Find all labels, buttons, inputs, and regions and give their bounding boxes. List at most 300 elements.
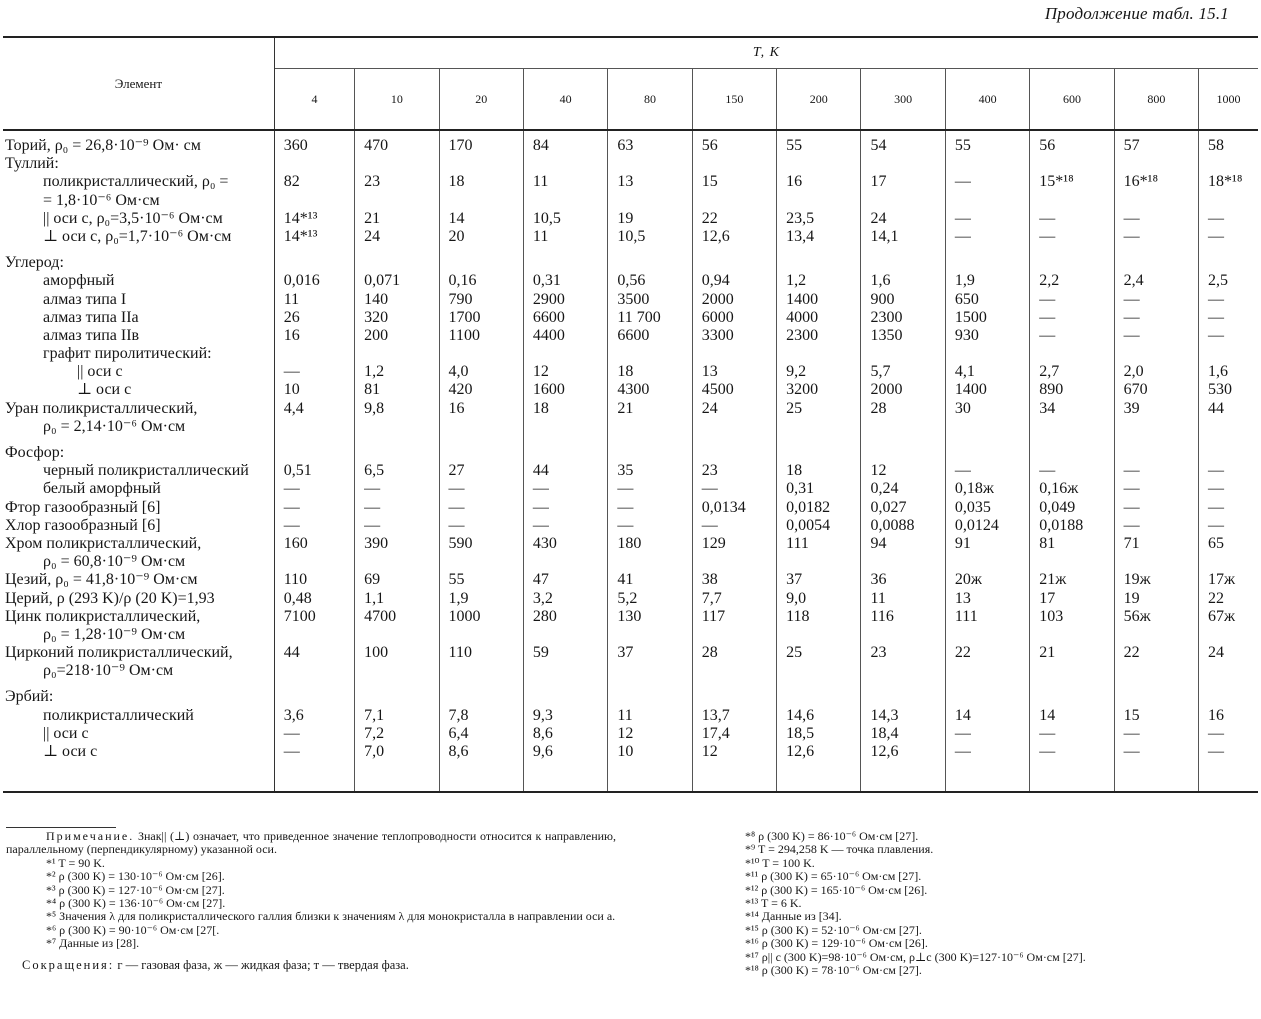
value-cell: 5,2 — [608, 590, 692, 608]
value-cell: 0,0188 — [1030, 517, 1114, 535]
value-cell — [523, 254, 607, 272]
element-label: ⊥ оси c — [3, 743, 274, 761]
value-cell — [355, 680, 439, 688]
footnote: *¹³ T = 6 K. — [745, 896, 802, 911]
value-cell — [1114, 436, 1198, 444]
value-cell — [274, 254, 354, 272]
value-cell — [523, 553, 607, 571]
value-cell — [692, 418, 776, 436]
footnote: *⁶ ρ (300 K) = 90·10⁻⁶ Ом·см [27[. — [46, 922, 220, 937]
table-row — [3, 571, 1258, 589]
value-cell: 21ж — [1030, 571, 1114, 589]
temperature-cell: 20 — [439, 69, 523, 131]
value-cell: 26 — [274, 309, 354, 327]
value-cell — [274, 553, 354, 571]
value-cell: 280 — [523, 608, 607, 626]
value-cell: 3200 — [777, 381, 861, 399]
value-cell: 1,6 — [1199, 363, 1258, 381]
temperature-header: T, К — [274, 37, 1258, 69]
value-cell — [608, 444, 692, 462]
value-cell: — — [1030, 725, 1114, 743]
table-row — [3, 173, 1258, 191]
value-cell — [355, 761, 439, 792]
value-cell: 420 — [439, 381, 523, 399]
value-cell — [1114, 444, 1198, 462]
value-cell: 4500 — [692, 381, 776, 399]
value-cell: 44 — [274, 644, 354, 662]
value-cell: — — [1199, 480, 1258, 498]
value-cell: 28 — [861, 400, 945, 418]
value-cell: 25 — [777, 400, 861, 418]
value-cell: 430 — [523, 535, 607, 553]
value-cell: 890 — [1030, 381, 1114, 399]
value-cell: 37 — [608, 644, 692, 662]
value-cell — [945, 155, 1029, 173]
value-cell: 13,4 — [777, 228, 861, 246]
value-cell — [355, 246, 439, 254]
value-cell — [523, 436, 607, 444]
temperature-cell: 400 — [945, 69, 1029, 131]
value-cell — [355, 553, 439, 571]
value-cell — [439, 444, 523, 462]
value-cell: 11 — [523, 173, 607, 191]
footnote: *³ ρ (300 K) = 127·10⁻⁶ Ом·см [27]. — [46, 882, 225, 897]
value-cell: 0,48 — [274, 590, 354, 608]
value-cell — [523, 688, 607, 706]
thermal-conductivity-table — [3, 36, 1258, 793]
table-row — [3, 155, 1258, 173]
value-cell: 0,0054 — [777, 517, 861, 535]
value-cell — [777, 680, 861, 688]
table-row — [3, 400, 1258, 418]
value-cell: 17 — [1030, 590, 1114, 608]
value-cell: — — [1199, 327, 1258, 345]
table-row — [3, 192, 1258, 210]
element-label: поликристаллический, ρ₀ = — [3, 173, 274, 191]
footnote: *¹⁵ ρ (300 K) = 52·10⁻⁶ Ом·см [27]. — [745, 922, 922, 937]
value-cell: — — [523, 480, 607, 498]
value-cell — [1030, 254, 1114, 272]
value-cell: 65 — [1199, 535, 1258, 553]
element-label: Хром поликристаллический, — [3, 535, 274, 553]
value-cell: 4300 — [608, 381, 692, 399]
value-cell: 18 — [523, 400, 607, 418]
value-cell: 9,8 — [355, 400, 439, 418]
value-cell — [1114, 626, 1198, 644]
value-cell: 140 — [355, 291, 439, 309]
value-cell: 21 — [1030, 644, 1114, 662]
table-row — [3, 480, 1258, 498]
value-cell: 47 — [523, 571, 607, 589]
value-cell: — — [692, 480, 776, 498]
value-cell — [777, 553, 861, 571]
value-cell: 34 — [1030, 400, 1114, 418]
value-cell — [861, 680, 945, 688]
value-cell: — — [439, 499, 523, 517]
footnote: *¹⁰ T = 100 K. — [745, 855, 815, 870]
value-cell — [692, 444, 776, 462]
value-cell — [692, 626, 776, 644]
value-cell — [777, 345, 861, 363]
value-cell — [777, 155, 861, 173]
value-cell: 590 — [439, 535, 523, 553]
value-cell — [861, 436, 945, 444]
value-cell: — — [692, 517, 776, 535]
value-cell — [355, 254, 439, 272]
value-cell — [439, 418, 523, 436]
value-cell: 4400 — [523, 327, 607, 345]
value-cell: 118 — [777, 608, 861, 626]
element-label: || оси c — [3, 725, 274, 743]
value-cell: 180 — [608, 535, 692, 553]
value-cell — [608, 345, 692, 363]
table-row — [3, 444, 1258, 462]
value-cell — [608, 626, 692, 644]
notes-left-column — [6, 830, 616, 972]
value-cell: 1,2 — [777, 272, 861, 290]
value-cell: 18 — [439, 173, 523, 191]
value-cell: 0,16ж — [1030, 480, 1114, 498]
value-cell — [1030, 155, 1114, 173]
table-row — [3, 608, 1258, 626]
value-cell: 0,0182 — [777, 499, 861, 517]
value-cell — [1199, 155, 1258, 173]
value-cell: 0,31 — [523, 272, 607, 290]
value-cell: 360 — [274, 130, 354, 155]
value-cell — [523, 246, 607, 254]
footnote: *¹¹ ρ (300 K) = 65·10⁻⁶ Ом·см [27]. — [745, 869, 922, 884]
value-cell — [439, 553, 523, 571]
value-cell: 2900 — [523, 291, 607, 309]
value-cell: 110 — [439, 644, 523, 662]
value-cell — [439, 761, 523, 792]
value-cell: 18*¹⁸ — [1199, 173, 1258, 191]
value-cell: 13 — [608, 173, 692, 191]
value-cell: 2000 — [692, 291, 776, 309]
table-row — [3, 309, 1258, 327]
value-cell: — — [1030, 309, 1114, 327]
value-cell: 3500 — [608, 291, 692, 309]
value-cell: 100 — [355, 644, 439, 662]
value-cell: 0,0124 — [945, 517, 1029, 535]
value-cell: — — [1030, 462, 1114, 480]
table-row — [3, 272, 1258, 290]
value-cell: 19ж — [1114, 571, 1198, 589]
value-cell — [1199, 246, 1258, 254]
value-cell: 56ж — [1114, 608, 1198, 626]
value-cell: 8,6 — [439, 743, 523, 761]
value-cell — [608, 553, 692, 571]
value-cell: 1100 — [439, 327, 523, 345]
footnote: *⁵ Значения λ для поликристаллического галлия близки к значениям λ для монокристалла в направлении оси a. — [46, 909, 616, 924]
element-column-header: Элемент — [3, 37, 274, 130]
value-cell — [1030, 436, 1114, 444]
footnote: *⁸ ρ (300 K) = 86·10⁻⁶ Ом·см [27]. — [745, 829, 919, 843]
footnote: *¹⁶ ρ (300 K) = 129·10⁻⁶ Ом·см [26]. — [745, 936, 928, 951]
table-row — [3, 130, 1258, 155]
value-cell: 14*¹³ — [274, 210, 354, 228]
value-cell — [945, 254, 1029, 272]
value-cell — [945, 418, 1029, 436]
value-cell — [1199, 192, 1258, 210]
value-cell: 9,6 — [523, 743, 607, 761]
value-cell: 23 — [355, 173, 439, 191]
value-cell — [274, 761, 354, 792]
value-cell: 320 — [355, 309, 439, 327]
value-cell: 23 — [692, 462, 776, 480]
value-cell: 0,016 — [274, 272, 354, 290]
value-cell: 12 — [861, 462, 945, 480]
temperature-cell: 10 — [355, 69, 439, 131]
value-cell: 14 — [945, 707, 1029, 725]
value-cell: 8,6 — [523, 725, 607, 743]
element-label: алмаз типа I — [3, 291, 274, 309]
value-cell: 27 — [439, 462, 523, 480]
element-label: ρ₀ = 2,14·10⁻⁶ Ом·см — [3, 418, 274, 436]
element-label: графит пиролитический: — [3, 345, 274, 363]
value-cell: 11 — [861, 590, 945, 608]
value-cell: — — [1114, 228, 1198, 246]
note-title: Примечание. — [46, 829, 135, 843]
value-cell: — — [1114, 743, 1198, 761]
value-cell: — — [945, 743, 1029, 761]
abbreviations-text: г — газовая фаза, ж — жидкая фаза; т — твердая фаза. — [117, 957, 409, 972]
value-cell: 23,5 — [777, 210, 861, 228]
value-cell — [861, 626, 945, 644]
value-cell — [355, 436, 439, 444]
element-label: ⊥ оси c, ρ₀=1,7·10⁻⁶ Ом·см — [3, 228, 274, 246]
value-cell: 13 — [692, 363, 776, 381]
value-cell: — — [274, 480, 354, 498]
value-cell — [1114, 662, 1198, 680]
note-paragraph — [6, 830, 616, 857]
value-cell: 22 — [945, 644, 1029, 662]
value-cell: — — [439, 517, 523, 535]
table-row — [3, 644, 1258, 662]
value-cell: 4700 — [355, 608, 439, 626]
value-cell: — — [1114, 499, 1198, 517]
value-cell: 13,7 — [692, 707, 776, 725]
value-cell — [945, 444, 1029, 462]
value-cell: 129 — [692, 535, 776, 553]
element-label: = 1,8·10⁻⁶ Ом·см — [3, 192, 274, 210]
element-label: Хлор газообразный [6] — [3, 517, 274, 535]
value-cell: — — [945, 725, 1029, 743]
value-cell: 650 — [945, 291, 1029, 309]
value-cell — [692, 761, 776, 792]
value-cell: 2000 — [861, 381, 945, 399]
table-row — [3, 553, 1258, 571]
value-cell — [945, 246, 1029, 254]
value-cell: 10 — [608, 743, 692, 761]
value-cell: 14,3 — [861, 707, 945, 725]
value-cell: 1,9 — [439, 590, 523, 608]
value-cell: — — [1114, 517, 1198, 535]
value-cell: 55 — [945, 130, 1029, 155]
value-cell — [439, 680, 523, 688]
value-cell: 19 — [1114, 590, 1198, 608]
value-cell: 0,071 — [355, 272, 439, 290]
value-cell — [1114, 680, 1198, 688]
value-cell: 10 — [274, 381, 354, 399]
temperature-cell: 150 — [692, 69, 776, 131]
value-cell: 670 — [1114, 381, 1198, 399]
table-row — [3, 680, 1258, 688]
value-cell — [861, 444, 945, 462]
notes-divider — [6, 827, 116, 828]
value-cell: 24 — [1199, 644, 1258, 662]
value-cell: 117 — [692, 608, 776, 626]
value-cell — [945, 345, 1029, 363]
value-cell — [1199, 662, 1258, 680]
value-cell: 1400 — [945, 381, 1029, 399]
value-cell: 15*¹⁸ — [1030, 173, 1114, 191]
value-cell: 44 — [1199, 400, 1258, 418]
value-cell: 7,1 — [355, 707, 439, 725]
element-label — [3, 436, 274, 444]
value-cell: 94 — [861, 535, 945, 553]
abbreviations — [6, 959, 616, 972]
note-text: Знак|| (⊥) означает, что приведенное значение теплопроводности относится к направлению, параллельному (перпендикулярному) указанной оси. — [6, 829, 616, 857]
value-cell — [355, 626, 439, 644]
value-cell: 36 — [861, 571, 945, 589]
value-cell: 11 700 — [608, 309, 692, 327]
value-cell: 200 — [355, 327, 439, 345]
table-body — [3, 130, 1258, 792]
value-cell: 12 — [692, 743, 776, 761]
value-cell: 930 — [945, 327, 1029, 345]
value-cell — [945, 761, 1029, 792]
value-cell: — — [1030, 228, 1114, 246]
element-label: поликристаллический — [3, 707, 274, 725]
value-cell: 22 — [1199, 590, 1258, 608]
value-cell — [1114, 761, 1198, 792]
value-cell — [274, 345, 354, 363]
value-cell — [692, 662, 776, 680]
value-cell — [439, 436, 523, 444]
value-cell — [274, 246, 354, 254]
value-cell: — — [1199, 517, 1258, 535]
value-cell: 16 — [274, 327, 354, 345]
value-cell — [861, 553, 945, 571]
value-cell — [861, 418, 945, 436]
value-cell: 0,51 — [274, 462, 354, 480]
value-cell — [608, 254, 692, 272]
value-cell: — — [274, 743, 354, 761]
value-cell — [608, 418, 692, 436]
value-cell: — — [355, 517, 439, 535]
value-cell: 12 — [523, 363, 607, 381]
value-cell — [608, 761, 692, 792]
value-cell: 2,0 — [1114, 363, 1198, 381]
value-cell: 7,7 — [692, 590, 776, 608]
abbreviations-title: Сокращения: — [22, 957, 115, 972]
element-label: Цирконий поликристаллический, — [3, 644, 274, 662]
value-cell: 17ж — [1199, 571, 1258, 589]
value-cell: — — [1199, 228, 1258, 246]
value-cell: 20 — [439, 228, 523, 246]
value-cell: 15 — [1114, 707, 1198, 725]
value-cell: 4,0 — [439, 363, 523, 381]
table-row — [3, 517, 1258, 535]
value-cell: 2300 — [861, 309, 945, 327]
value-cell: 14 — [439, 210, 523, 228]
value-cell: 7100 — [274, 608, 354, 626]
value-cell — [777, 444, 861, 462]
value-cell: 3,2 — [523, 590, 607, 608]
table-row — [3, 381, 1258, 399]
value-cell: 103 — [1030, 608, 1114, 626]
value-cell: 6,5 — [355, 462, 439, 480]
footnote: *¹ T = 90 K. — [46, 855, 105, 870]
value-cell — [439, 246, 523, 254]
element-label: Углерод: — [3, 254, 274, 272]
value-cell — [608, 680, 692, 688]
value-cell: 1,1 — [355, 590, 439, 608]
value-cell: 19 — [608, 210, 692, 228]
value-cell — [777, 662, 861, 680]
value-cell — [692, 192, 776, 210]
element-label: ⊥ оси c — [3, 381, 274, 399]
value-cell — [523, 345, 607, 363]
value-cell — [1030, 444, 1114, 462]
value-cell: 69 — [355, 571, 439, 589]
value-cell — [861, 192, 945, 210]
value-cell: — — [608, 499, 692, 517]
value-cell: 54 — [861, 130, 945, 155]
element-label: Фтор газообразный [6] — [3, 499, 274, 517]
value-cell: 35 — [608, 462, 692, 480]
notes-right-column — [705, 830, 1250, 977]
value-cell: 2,4 — [1114, 272, 1198, 290]
value-cell: 11 — [523, 228, 607, 246]
value-cell — [945, 626, 1029, 644]
value-cell — [1030, 553, 1114, 571]
value-cell: — — [1114, 462, 1198, 480]
value-cell: — — [945, 462, 1029, 480]
value-cell — [608, 192, 692, 210]
value-cell — [1114, 345, 1198, 363]
element-label: аморфный — [3, 272, 274, 290]
value-cell: 0,035 — [945, 499, 1029, 517]
value-cell — [1199, 418, 1258, 436]
value-cell: 1,6 — [861, 272, 945, 290]
value-cell — [1199, 436, 1258, 444]
value-cell: — — [608, 480, 692, 498]
value-cell: 13 — [945, 590, 1029, 608]
value-cell: 18,4 — [861, 725, 945, 743]
value-cell — [777, 254, 861, 272]
value-cell: — — [1114, 480, 1198, 498]
value-cell: 1350 — [861, 327, 945, 345]
table-row — [3, 707, 1258, 725]
table-row — [3, 743, 1258, 761]
value-cell — [945, 192, 1029, 210]
value-cell — [1030, 662, 1114, 680]
value-cell — [1030, 688, 1114, 706]
value-cell: 0,18ж — [945, 480, 1029, 498]
value-cell: 24 — [355, 228, 439, 246]
value-cell: 6600 — [523, 309, 607, 327]
value-cell: 11 — [608, 707, 692, 725]
value-cell: 0,027 — [861, 499, 945, 517]
value-cell: 24 — [692, 400, 776, 418]
element-label: Цезий, ρ₀ = 41,8·10⁻⁹ Ом·см — [3, 571, 274, 589]
value-cell: 17,4 — [692, 725, 776, 743]
value-cell: 91 — [945, 535, 1029, 553]
value-cell: 0,16 — [439, 272, 523, 290]
value-cell: 9,0 — [777, 590, 861, 608]
